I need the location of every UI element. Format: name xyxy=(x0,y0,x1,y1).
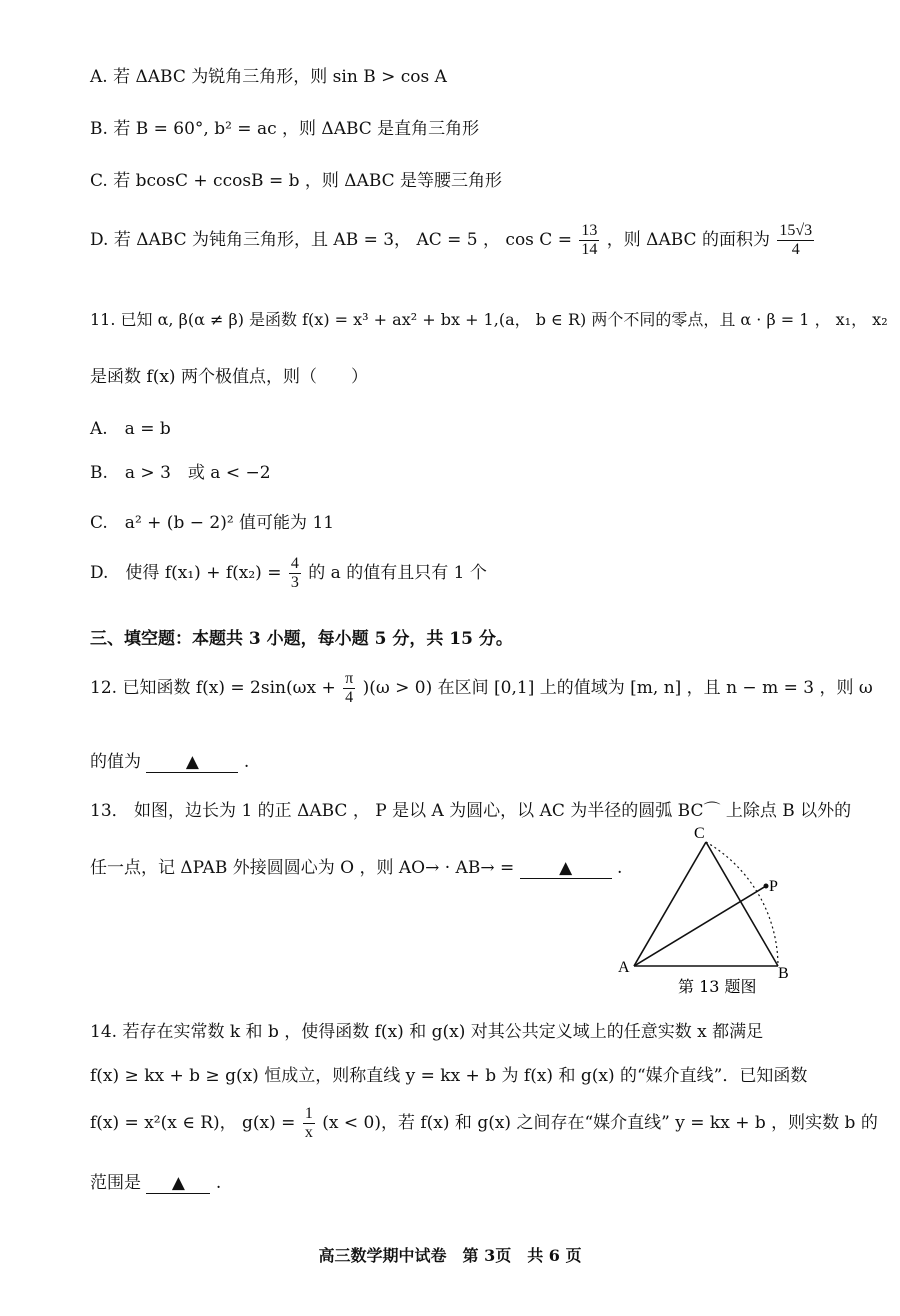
option-text: 若 ΔABC 为锐角三角形，则 sin B > cos A xyxy=(113,67,447,87)
option-text-tail: ，则 ΔABC 的面积为 xyxy=(606,230,770,250)
q11-stem-line-2: 是函数 f(x) 两个极值点，则（ ） xyxy=(90,367,368,387)
label-p: P xyxy=(769,878,778,895)
answer-blank: ▲ xyxy=(520,858,612,879)
label-c: C xyxy=(694,825,705,842)
stem-text-tail: )(ω > 0) 在区间 [0,1] 上的值域为 [m, n] ，且 n − m = 3 ，则 ω xyxy=(362,678,873,698)
option-label: C. xyxy=(90,171,108,191)
stem-text: 的值为 xyxy=(90,752,141,772)
figure-caption: 第 13 题图 xyxy=(678,977,757,996)
four-thirds-fraction: $\frac{4}{3}$ xyxy=(290,555,299,591)
triangle-figure xyxy=(612,818,812,1000)
q11-option-b: B. a > 3 或 a < −2 xyxy=(90,463,271,483)
option-label: B. xyxy=(90,119,108,139)
period: . xyxy=(617,858,623,878)
q10-option-a xyxy=(90,62,447,87)
option-label: A. xyxy=(90,67,108,87)
q14-line-2: f(x) ≥ kx + b ≥ g(x) 恒成立，则称直线 y = kx + b 为 f(x) 和 g(x) 的“媒介直线”．已知函数 xyxy=(90,1066,808,1086)
page-footer: 高三数学期中试卷 第 3页 共 6 页 xyxy=(318,1246,582,1265)
q13-stem-line-2 xyxy=(90,853,622,879)
q12-stem-line-2 xyxy=(90,747,249,773)
stem-text: 范围是 xyxy=(90,1173,141,1193)
stem-text: 12. 已知函数 f(x) = 2sin(ωx + xyxy=(90,678,336,698)
point-p xyxy=(764,884,769,889)
q13-stem-line-1: 13． 如图，边长为 1 的正 ΔABC ， P 是以 A 为圆心，以 AC 为半径的圆弧 BC⌒ 上除点 B 以外的 xyxy=(90,801,852,821)
option-text: 若 bcosC + ccosB = b ，则 ΔABC 是等腰三角形 xyxy=(113,171,503,191)
option-text-tail: 的 a 的值有且只有 1 个 xyxy=(308,563,487,583)
q11-option-c: C. a² + (b − 2)² 值可能为 11 xyxy=(90,513,335,533)
answer-blank: ▲ xyxy=(146,752,238,773)
q12-stem-line-1 xyxy=(90,670,873,707)
label-a: A xyxy=(618,959,630,976)
q10-option-b xyxy=(90,114,479,139)
period: . xyxy=(243,752,250,772)
q11-stem-line-1: 11. 已知 α, β(α ≠ β) 是函数 f(x) = x³ + ax² + bx + 1,(a， b ∈ R) 两个不同的零点，且 α · β = 1 ， x₁， x₂ xyxy=(90,310,888,329)
q10-option-d xyxy=(90,222,816,259)
q14-line-4 xyxy=(90,1168,221,1194)
pi-over-four-fraction: $\frac{\pi}{4}$ xyxy=(345,670,354,706)
side-bc xyxy=(706,842,778,966)
q10-option-c xyxy=(90,166,502,191)
segment-ap xyxy=(634,886,766,966)
stem-text-tail: (x < 0)，若 f(x) 和 g(x) 之间存在“媒介直线” y = kx + b ，则实数 b 的 xyxy=(322,1113,878,1133)
q11-option-a: A. a = b xyxy=(90,419,171,439)
stem-text: f(x) = x²(x ∈ R)， g(x) = xyxy=(90,1113,296,1133)
one-over-x-fraction: $\frac{1}{x}$ xyxy=(304,1105,313,1141)
q14-line-3 xyxy=(90,1105,878,1142)
section-heading: 三、填空题：本题共 3 小题，每小题 5 分，共 15 分。 xyxy=(90,629,513,649)
answer-blank: ▲ xyxy=(146,1173,210,1194)
area-fraction: $\frac{15√3}{4}$ xyxy=(779,222,813,258)
option-text: D. 使得 f(x₁) + f(x₂) = xyxy=(90,563,282,583)
q11-option-d xyxy=(90,555,487,592)
cos-c-fraction: $\frac{13}{14}$ xyxy=(581,222,598,258)
option-label: D. xyxy=(90,230,109,250)
period: . xyxy=(215,1173,222,1193)
stem-text: 任一点，记 ΔPAB 外接圆圆心为 O ，则 AO→ · AB→ = xyxy=(90,858,515,878)
q14-line-1: 14. 若存在实常数 k 和 b ，使得函数 f(x) 和 g(x) 对其公共定义域上的任意实数 x 都满足 xyxy=(90,1022,764,1042)
label-b: B xyxy=(778,965,789,982)
option-text: 若 B = 60°, b² = ac ，则 ΔABC 是直角三角形 xyxy=(113,119,480,139)
option-text: 若 ΔABC 为钝角三角形，且 AB = 3， AC = 5 ， cos C = xyxy=(113,230,572,250)
side-ac xyxy=(634,842,706,966)
